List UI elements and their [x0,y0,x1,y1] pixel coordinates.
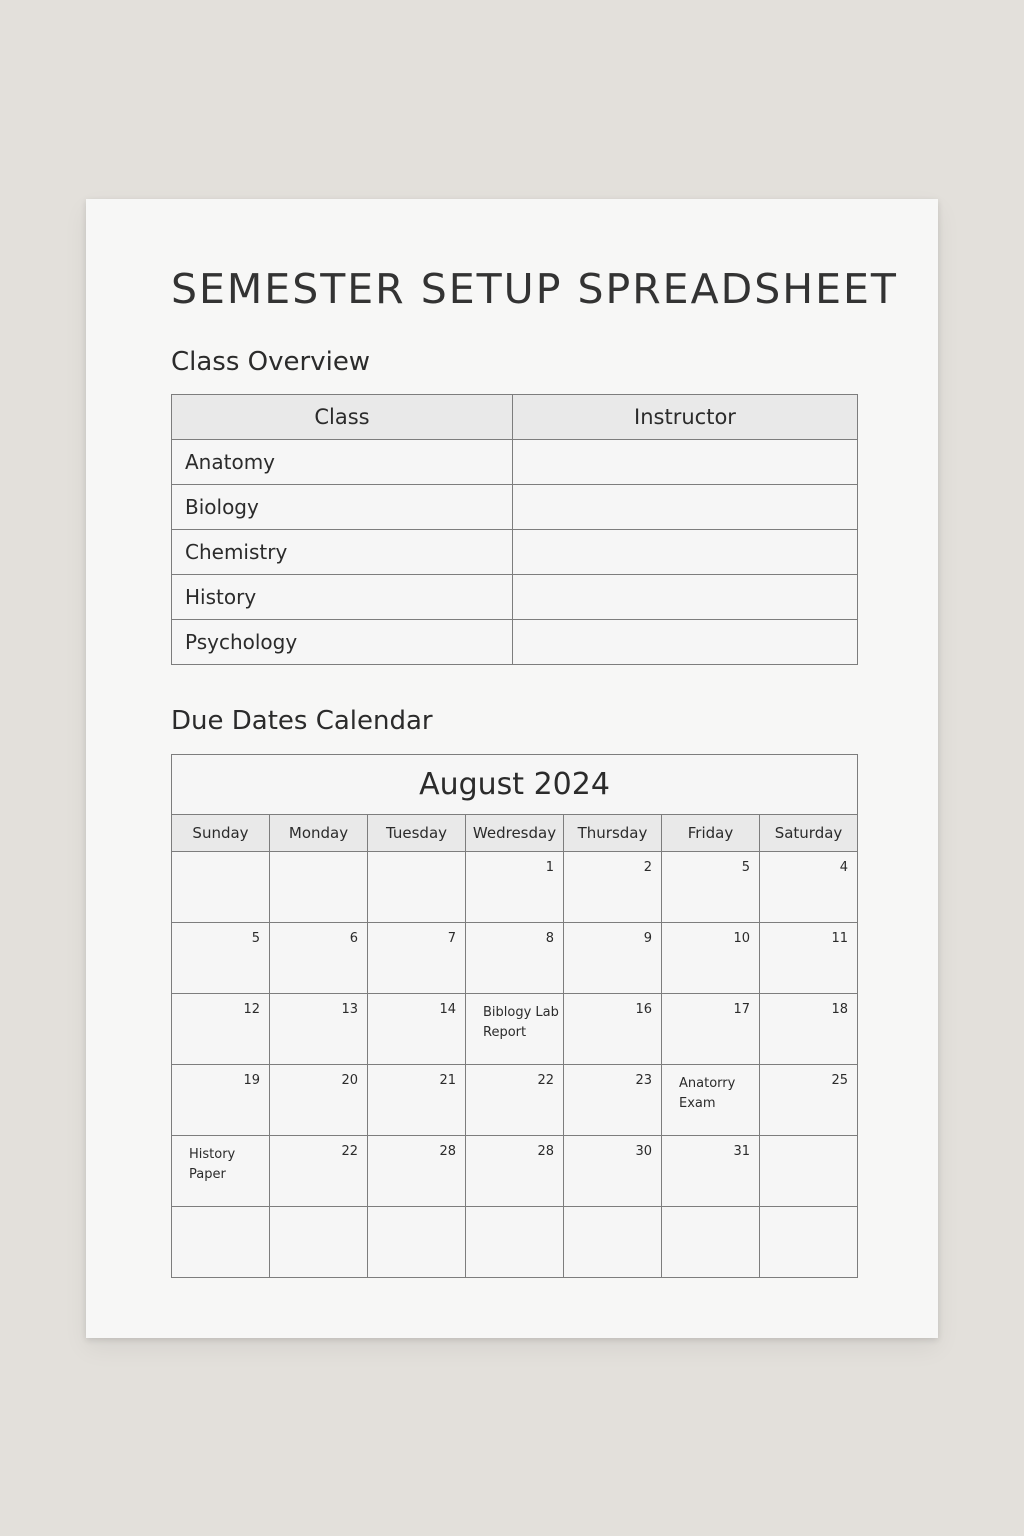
class-overview-table [171,394,858,665]
calendar-day-cell[interactable] [466,994,564,1065]
calendar-day-cell[interactable] [662,994,760,1065]
calendar-day-cell[interactable] [564,1136,662,1207]
calendar-day-cell[interactable] [172,1065,270,1136]
instructor-cell[interactable] [513,440,858,485]
day-number: 2 [643,860,652,875]
table-row [172,485,858,530]
calendar-day-cell[interactable] [760,994,858,1065]
calendar-day-cell[interactable] [662,1065,760,1136]
calendar-day-cell[interactable] [172,1207,270,1278]
day-number: 10 [733,931,750,946]
day-number: 5 [741,860,750,875]
class-cell[interactable]: History [172,575,513,620]
class-cell[interactable]: Chemistry [172,530,513,575]
day-number: 18 [831,1002,848,1017]
day-number: 6 [349,931,358,946]
calendar-day-cell[interactable] [270,994,368,1065]
calendar-day-cell[interactable] [466,1065,564,1136]
day-number: 31 [733,1144,750,1159]
calendar-day-cell[interactable] [270,923,368,994]
calendar-week-row [172,923,858,994]
calendar-event: Biblogy Lab Report [483,1005,559,1040]
day-number: 17 [733,1002,750,1017]
day-number: 13 [341,1002,358,1017]
instructor-cell[interactable] [513,530,858,575]
calendar-day-cell[interactable] [270,1207,368,1278]
calendar-week-row [172,1136,858,1207]
day-number: 9 [643,931,652,946]
calendar-day-cell[interactable] [760,1065,858,1136]
weekday-header: Monday [270,815,368,852]
calendar-day-cell[interactable] [760,1136,858,1207]
due-dates-calendar [171,754,858,1278]
weekday-header: Sunday [172,815,270,852]
class-cell[interactable]: Biology [172,485,513,530]
calendar-day-cell[interactable] [662,852,760,923]
calendar-day-cell[interactable] [270,1136,368,1207]
day-number: 7 [447,931,456,946]
instructor-cell[interactable] [513,575,858,620]
day-number: 5 [251,931,260,946]
class-overview-header-row [172,395,858,440]
spreadsheet-page [86,199,938,1338]
calendar-grid [172,852,858,1278]
calendar-event: History Paper [189,1147,236,1182]
weekday-header: Wedresday [466,815,564,852]
calendar-event: Anatorry Exam [679,1076,736,1111]
weekday-header: Thursday [564,815,662,852]
day-number: 23 [635,1073,652,1088]
calendar-day-cell[interactable] [466,1207,564,1278]
calendar-week-row [172,852,858,923]
class-cell[interactable]: Anatomy [172,440,513,485]
day-number: 12 [243,1002,260,1017]
day-number: 30 [635,1144,652,1159]
instructor-cell[interactable] [513,620,858,665]
calendar-month-row [172,755,858,815]
table-row [172,620,858,665]
calendar-day-cell[interactable] [368,1207,466,1278]
calendar-week-row [172,1207,858,1278]
calendar-day-cell[interactable] [172,994,270,1065]
day-number: 1 [545,860,554,875]
calendar-day-cell[interactable] [564,994,662,1065]
calendar-day-cell[interactable] [760,852,858,923]
day-number: 25 [831,1073,848,1088]
calendar-day-cell[interactable] [466,923,564,994]
calendar-day-cell[interactable] [368,923,466,994]
day-number: 14 [439,1002,456,1017]
calendar-week-row [172,1065,858,1136]
class-overview-heading: Class Overview [171,347,371,377]
calendar-day-cell[interactable] [564,1065,662,1136]
calendar-day-cell[interactable] [662,923,760,994]
calendar-weekday-row [172,815,858,852]
day-number: 8 [545,931,554,946]
instructor-cell[interactable] [513,485,858,530]
calendar-day-cell[interactable] [466,852,564,923]
weekday-header: Saturday [760,815,858,852]
calendar-day-cell[interactable] [564,1207,662,1278]
day-number: 28 [537,1144,554,1159]
calendar-day-cell[interactable] [368,1136,466,1207]
calendar-week-row [172,994,858,1065]
page-title: SEMESTER SETUP SPREADSHEET [171,265,898,313]
calendar-day-cell[interactable] [662,1136,760,1207]
calendar-day-cell[interactable] [662,1207,760,1278]
calendar-day-cell[interactable] [172,923,270,994]
day-number: 20 [341,1073,358,1088]
day-number: 21 [439,1073,456,1088]
calendar-day-cell[interactable] [466,1136,564,1207]
weekday-header: Tuesday [368,815,466,852]
day-number: 4 [839,860,848,875]
due-dates-calendar-heading: Due Dates Calendar [171,706,433,736]
weekday-header: Friday [662,815,760,852]
day-number: 11 [831,931,848,946]
calendar-day-cell[interactable] [270,852,368,923]
calendar-day-cell[interactable] [760,1207,858,1278]
calendar-day-cell[interactable] [760,923,858,994]
day-number: 28 [439,1144,456,1159]
class-cell[interactable]: Psychology [172,620,513,665]
calendar-day-cell[interactable] [368,852,466,923]
table-row [172,530,858,575]
column-header-instructor: Instructor [513,395,858,440]
calendar-day-cell[interactable] [564,852,662,923]
day-number: 22 [537,1073,554,1088]
table-row [172,440,858,485]
calendar-day-cell[interactable] [172,852,270,923]
column-header-class: Class [172,395,513,440]
calendar-day-cell[interactable] [368,994,466,1065]
table-row [172,575,858,620]
day-number: 16 [635,1002,652,1017]
calendar-day-cell[interactable] [564,923,662,994]
day-number: 22 [341,1144,358,1159]
day-number: 19 [243,1073,260,1088]
calendar-day-cell[interactable] [368,1065,466,1136]
calendar-day-cell[interactable] [270,1065,368,1136]
calendar-day-cell[interactable] [172,1136,270,1207]
calendar-month-title: August 2024 [172,755,858,815]
